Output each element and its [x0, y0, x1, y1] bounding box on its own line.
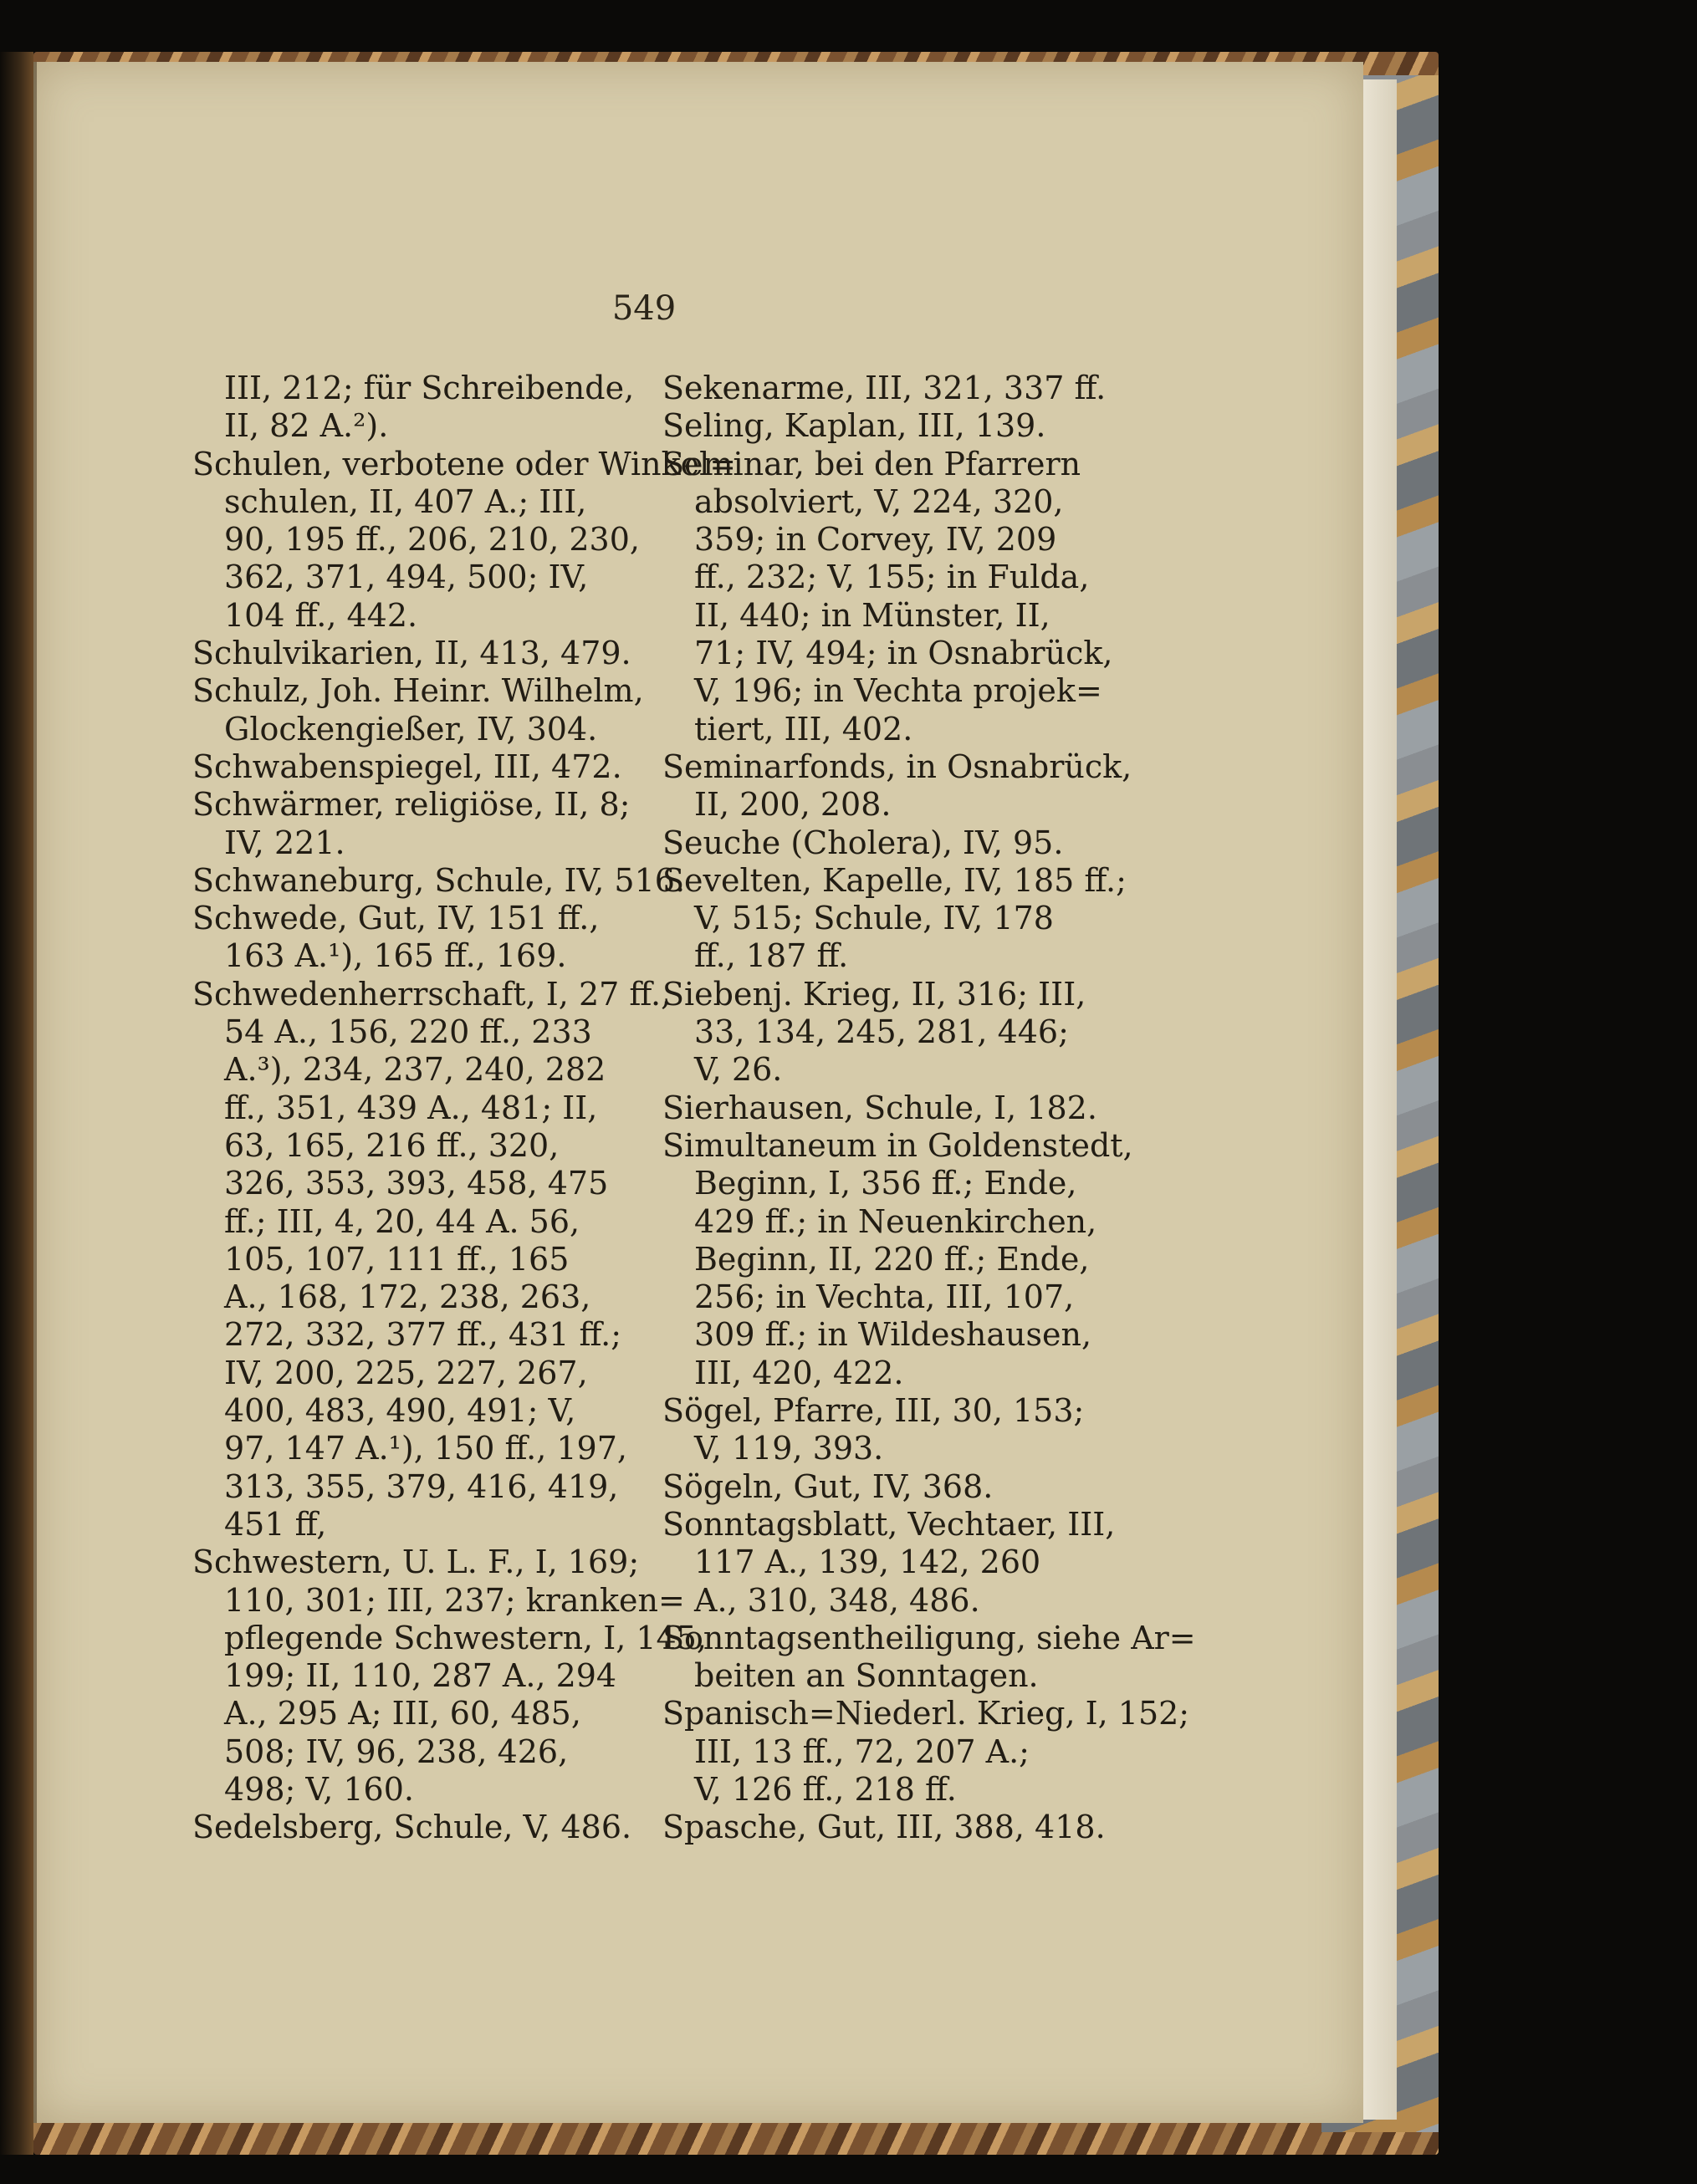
index-line: 256; in Vechta, III, 107,	[694, 1278, 1075, 1316]
index-line: Sonntagsentheiligung, siehe Ar=	[662, 1619, 1196, 1656]
index-line: V, 515; Schule, IV, 178	[694, 900, 1054, 937]
index-line: Seminarfonds, in Osnabrück,	[662, 748, 1132, 785]
page-gutter	[33, 62, 37, 2123]
index-line: II, 200, 208.	[694, 786, 892, 824]
index-line: Simultaneum in Goldenstedt,	[662, 1126, 1133, 1164]
index-line: V, 26.	[694, 1051, 783, 1089]
index-line: tiert, III, 402.	[694, 710, 913, 748]
index-line: 105, 107, 111 ff., 165	[224, 1240, 570, 1278]
index-line: beiten an Sonntagen.	[694, 1657, 1039, 1695]
index-line: Schwestern, U. L. F., I, 169;	[192, 1544, 640, 1581]
index-line: ff., 232; V, 155; in Fulda,	[694, 559, 1090, 596]
index-line: schulen, II, 407 A.; III,	[224, 482, 587, 520]
index-line: 362, 371, 494, 500; IV,	[224, 559, 589, 596]
index-line: Beginn, II, 220 ff.; Ende,	[694, 1240, 1090, 1278]
index-line: II, 82 A.²).	[224, 407, 389, 445]
index-line: V, 126 ff., 218 ff.	[694, 1770, 957, 1808]
index-line: Sierhausen, Schule, I, 182.	[662, 1089, 1097, 1126]
index-line: 90, 195 ff., 206, 210, 230,	[224, 521, 640, 559]
index-line: 429 ff.; in Neuenkirchen,	[694, 1202, 1097, 1240]
index-line: 33, 134, 245, 281, 446;	[694, 1013, 1069, 1051]
index-line: 400, 483, 490, 491; V,	[224, 1392, 576, 1430]
index-line: 498; V, 160.	[224, 1770, 414, 1808]
index-line: 272, 332, 377 ff., 431 ff.;	[224, 1316, 621, 1354]
index-line: Schulvikarien, II, 413, 479.	[192, 635, 631, 672]
index-line: Sögel, Pfarre, III, 30, 153;	[662, 1392, 1085, 1430]
index-line: Schwabenspiegel, III, 472.	[192, 748, 622, 785]
index-line: 508; IV, 96, 238, 426,	[224, 1732, 569, 1770]
index-line: A., 168, 172, 238, 263,	[224, 1278, 591, 1316]
index-line: 97, 147 A.¹), 150 ff., 197,	[224, 1430, 627, 1467]
index-line: Glockengießer, IV, 304.	[224, 710, 598, 748]
index-line: A.³), 234, 237, 240, 282	[224, 1051, 606, 1089]
index-line: IV, 221.	[224, 824, 345, 861]
index-line: A., 295 A; III, 60, 485,	[224, 1695, 581, 1732]
index-line: pflegende Schwestern, I, 145,	[224, 1619, 707, 1656]
index-line: Sekenarme, III, 321, 337 ff.	[662, 370, 1107, 406]
index-line: Seuche (Cholera), IV, 95.	[662, 824, 1064, 861]
index-line: Schwedenherrschaft, I, 27 ff.,	[192, 975, 672, 1013]
index-line: 104 ff., 442.	[224, 596, 418, 634]
index-line: ff.; III, 4, 20, 44 A. 56,	[224, 1202, 580, 1240]
index-line: A., 310, 348, 486.	[694, 1581, 980, 1619]
index-line: Seminar, bei den Pfarrern	[662, 445, 1081, 482]
index-line: Spanisch=Niederl. Krieg, I, 152;	[662, 1695, 1190, 1732]
index-line: 110, 301; III, 237; kranken=	[224, 1581, 685, 1619]
index-line: Schulen, verbotene oder Winkel=	[192, 445, 737, 482]
index-line: III, 13 ff., 72, 207 A.;	[694, 1732, 1030, 1770]
index-line: Spasche, Gut, III, 388, 418.	[662, 1809, 1106, 1846]
index-line: 309 ff.; in Wildeshausen,	[694, 1316, 1092, 1354]
index-line: Siebenj. Krieg, II, 316; III,	[662, 975, 1086, 1013]
index-line: 451 ff,	[224, 1505, 327, 1543]
index-line: Schwärmer, religiöse, II, 8;	[192, 786, 631, 824]
index-line: Sedelsberg, Schule, V, 486.	[192, 1809, 632, 1846]
index-line: 326, 353, 393, 458, 475	[224, 1165, 609, 1202]
index-line: 359; in Corvey, IV, 209	[694, 521, 1057, 559]
index-line: Schwaneburg, Schule, IV, 516.	[192, 861, 686, 899]
index-line: III, 420, 422.	[694, 1354, 904, 1391]
index-line: Schulz, Joh. Heinr. Wilhelm,	[192, 672, 644, 710]
index-line: III, 212; für Schreibende,	[224, 370, 635, 406]
index-line: Schwede, Gut, IV, 151 ff.,	[192, 900, 600, 937]
index-line: II, 440; in Münster, II,	[694, 596, 1050, 634]
index-line: IV, 200, 225, 227, 267,	[224, 1354, 588, 1391]
index-line: Sevelten, Kapelle, IV, 185 ff.;	[662, 861, 1127, 899]
index-line: absolviert, V, 224, 320,	[694, 482, 1064, 520]
index-line: 313, 355, 379, 416, 419,	[224, 1467, 619, 1505]
book-page	[33, 62, 1363, 2123]
index-column-right	[662, 370, 1196, 1847]
index-column-left	[192, 370, 737, 1847]
index-line: Seling, Kaplan, III, 139.	[662, 407, 1046, 445]
index-line: 199; II, 110, 287 A., 294	[224, 1657, 617, 1695]
index-line: ff., 187 ff.	[694, 937, 849, 975]
index-line: 71; IV, 494; in Osnabrück,	[694, 635, 1113, 672]
index-line: 54 A., 156, 220 ff., 233	[224, 1013, 592, 1051]
index-line: ff., 351, 439 A., 481; II,	[224, 1089, 598, 1126]
book-spine	[0, 52, 33, 2155]
page-number: 549	[611, 289, 677, 328]
index-line: Sonntagsblatt, Vechtaer, III,	[662, 1505, 1116, 1543]
index-line: V, 196; in Vechta projek=	[694, 672, 1102, 710]
index-line: V, 119, 393.	[694, 1430, 884, 1467]
index-line: Sögeln, Gut, IV, 368.	[662, 1467, 994, 1505]
index-line: 63, 165, 216 ff., 320,	[224, 1126, 560, 1164]
index-line: 117 A., 139, 142, 260	[694, 1544, 1041, 1581]
index-line: Beginn, I, 356 ff.; Ende,	[694, 1165, 1077, 1202]
index-line: 163 A.¹), 165 ff., 169.	[224, 937, 567, 975]
